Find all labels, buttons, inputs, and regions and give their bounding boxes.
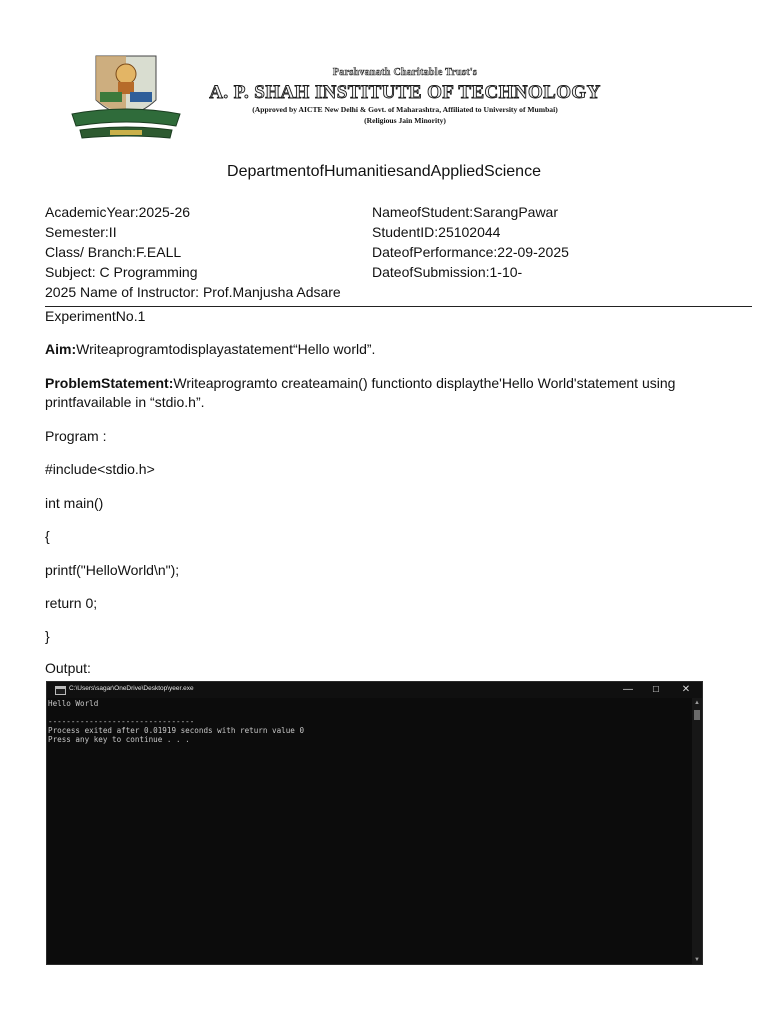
close-button[interactable]: ✕ bbox=[681, 684, 691, 695]
info-left bbox=[45, 202, 365, 282]
class-branch: Class/ Branch:F.EALL bbox=[45, 244, 182, 260]
instructor-line: 2025 Name of Instructor: Prof.Manjusha Adsare bbox=[45, 284, 341, 300]
date-of-performance: DateofPerformance:22-09-2025 bbox=[372, 244, 569, 260]
semester: Semester:II bbox=[45, 224, 117, 240]
console-output bbox=[48, 699, 693, 744]
code-line: } bbox=[45, 628, 50, 644]
aim bbox=[45, 341, 375, 357]
scroll-thumb[interactable] bbox=[694, 710, 700, 720]
terminal-icon bbox=[55, 686, 66, 695]
console-title: C:\Users\sagar\OneDrive\Desktop\yeer.exe bbox=[69, 685, 194, 692]
console-line: Hello World bbox=[48, 699, 99, 708]
date-of-submission: DateofSubmission:1-10- bbox=[372, 264, 523, 280]
console-titlebar bbox=[47, 682, 702, 698]
console-line bbox=[48, 708, 693, 717]
subject: Subject: C Programming bbox=[45, 264, 198, 280]
trust-name: Parshvanath Charitable Trust's bbox=[332, 67, 478, 78]
institute-logo bbox=[66, 50, 186, 142]
info-right bbox=[372, 202, 752, 282]
aim-text: Writeaprogramtodisplayastatement“Hello world”. bbox=[76, 341, 376, 357]
student-name: NameofStudent:SarangPawar bbox=[372, 204, 558, 220]
console-window bbox=[46, 681, 703, 965]
aim-label: Aim: bbox=[45, 341, 77, 357]
institute-name: A. P. SHAH INSTITUTE OF TECHNOLOGY bbox=[209, 82, 601, 103]
scroll-up-icon[interactable]: ▲ bbox=[694, 700, 700, 706]
console-line: -------------------------------- bbox=[48, 717, 195, 726]
maximize-button[interactable]: ☐ bbox=[652, 685, 660, 694]
academic-year: AcademicYear:2025-26 bbox=[45, 204, 191, 220]
program-heading: Program : bbox=[45, 428, 107, 444]
problem-text: Writeaprogramto createamain() functionto displaythe'Hello World'statement using printfavailable in “stdio.h”. bbox=[45, 375, 676, 410]
problem-label: ProblemStatement: bbox=[45, 375, 174, 391]
output-label: Output: bbox=[45, 660, 91, 676]
code-line: #include<stdio.h> bbox=[45, 461, 155, 477]
minimize-button[interactable]: — bbox=[623, 684, 633, 695]
problem-statement bbox=[45, 374, 735, 412]
console-scrollbar[interactable] bbox=[692, 698, 702, 964]
department-title: DepartmentofHumanitiesandAppliedScience bbox=[227, 163, 541, 180]
code-line: return 0; bbox=[45, 595, 98, 611]
console-line: Process exited after 0.01919 seconds with return value 0 bbox=[48, 726, 305, 735]
student-id: StudentID:25102044 bbox=[372, 224, 501, 240]
minority-text: (Religious Jain Minority) bbox=[364, 116, 446, 125]
header-divider bbox=[45, 306, 752, 307]
code-line: printf("HelloWorld\n"); bbox=[45, 562, 180, 578]
approval-text: (Approved by AICTE New Delhi & Govt. of Maharashtra, Affiliated to University of Mumbai) bbox=[252, 105, 558, 114]
code-line: { bbox=[45, 528, 50, 544]
scroll-down-icon[interactable]: ▼ bbox=[694, 957, 700, 963]
code-line: int main() bbox=[45, 495, 104, 511]
console-line: Press any key to continue . . . bbox=[48, 735, 190, 744]
experiment-number: ExperimentNo.1 bbox=[45, 308, 146, 324]
